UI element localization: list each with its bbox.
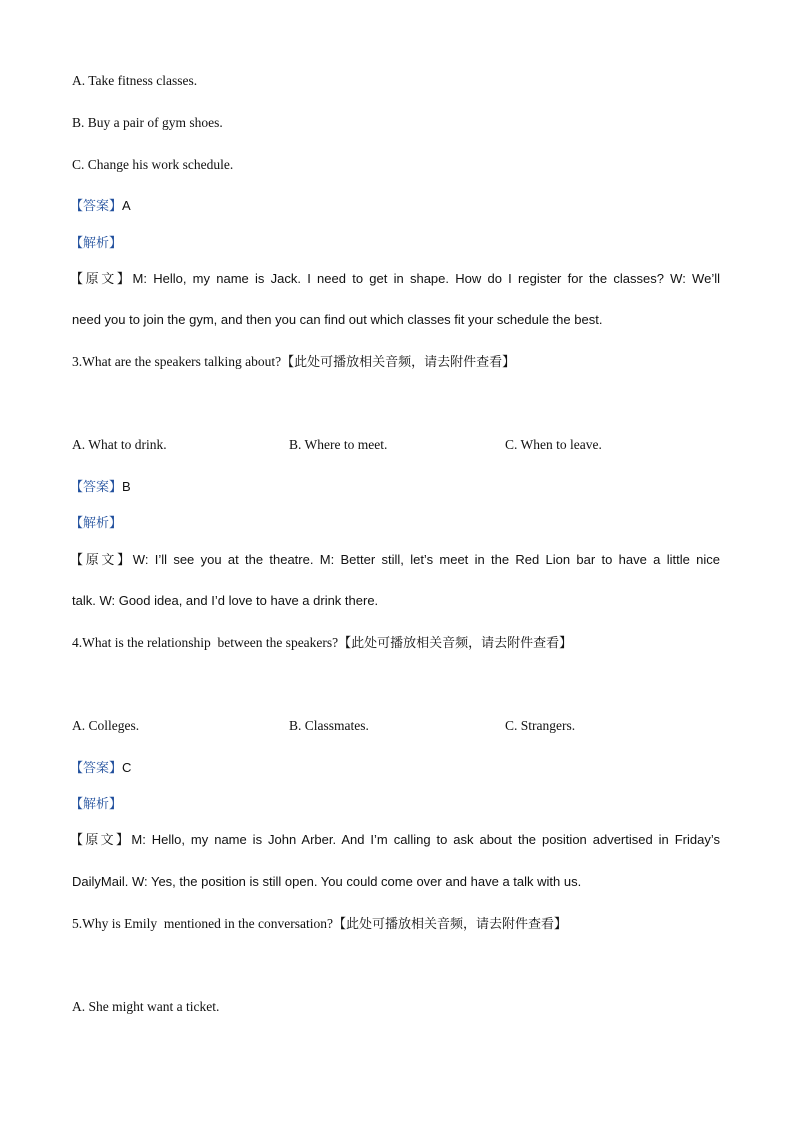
q2-option-b: B. Buy a pair of gym shoes.	[72, 115, 223, 130]
analysis-label: 【解析】	[70, 516, 123, 531]
transcript-text: W: I’ll see you at the theatre. M: Better still, let’s meet in the Red Lion bar to have a little nice	[132, 552, 720, 567]
q2-option-c: C. Change his work schedule.	[72, 157, 234, 172]
question-text: 4.What is the relationship between the speakers?	[72, 635, 339, 650]
answer-label: 【答案】	[70, 761, 123, 776]
audio-note: 【此处可播放相关音频，请去附件查看】	[338, 636, 573, 651]
transcript-text: M: Hello, my name is Jack. I need to get in shape. How do I register for the classes? W: We’ll	[132, 271, 720, 286]
q4-analysis-label	[70, 795, 122, 814]
audio-note: 【此处可播放相关音频，请去附件查看】	[281, 355, 516, 370]
q5-option-a: A. She might want a ticket.	[72, 999, 220, 1014]
answer-value: C	[122, 760, 132, 775]
q4-answer-line	[70, 759, 131, 778]
q3-answer-line	[70, 478, 131, 497]
q4-option-b: B. Classmates.	[289, 718, 369, 733]
q4-option-c: C. Strangers.	[505, 718, 576, 733]
q3-option-b: B. Where to meet.	[289, 437, 388, 452]
q4-question	[72, 634, 572, 653]
q3-analysis-label	[70, 514, 122, 533]
q4-transcript-line-1	[70, 831, 720, 850]
transcript-text: M: Hello, my name is John Arber. And I’m calling to ask about the position advertised in Friday’s	[131, 832, 720, 847]
q4-option-a: A. Colleges.	[72, 718, 140, 733]
answer-label: 【答案】	[70, 480, 123, 495]
transcript-label: 【原文】	[70, 272, 133, 287]
q4-transcript-line-2: DailyMail. W: Yes, the position is still open. You could come over and have a talk with us.	[72, 874, 582, 889]
q3-question	[72, 353, 515, 372]
transcript-label: 【原文】	[70, 553, 133, 568]
audio-note: 【此处可播放相关音频，请去附件查看】	[332, 917, 567, 932]
q2-analysis-label	[70, 234, 122, 253]
question-text: 3.What are the speakers talking about?	[72, 354, 282, 369]
q3-option-c: C. When to leave.	[505, 437, 602, 452]
q3-transcript-line-2: talk. W: Good idea, and I’d love to have a drink there.	[72, 593, 379, 608]
answer-label: 【答案】	[70, 199, 123, 214]
q2-answer-line	[70, 197, 131, 216]
question-text: 5.Why is Emily mentioned in the conversation?	[72, 916, 333, 931]
q3-option-a: A. What to drink.	[72, 437, 167, 452]
q2-transcript-line-1	[70, 270, 720, 289]
q2-transcript-line-2: need you to join the gym, and then you can find out which classes fit your schedule the best.	[72, 312, 603, 327]
q2-option-a: A. Take fitness classes.	[72, 73, 198, 88]
analysis-label: 【解析】	[70, 797, 123, 812]
transcript-label: 【原文】	[70, 833, 132, 848]
answer-value: B	[122, 479, 131, 494]
q5-question	[72, 915, 567, 934]
analysis-label: 【解析】	[70, 236, 123, 251]
q3-transcript-line-1	[70, 551, 720, 570]
answer-value: A	[122, 198, 131, 213]
